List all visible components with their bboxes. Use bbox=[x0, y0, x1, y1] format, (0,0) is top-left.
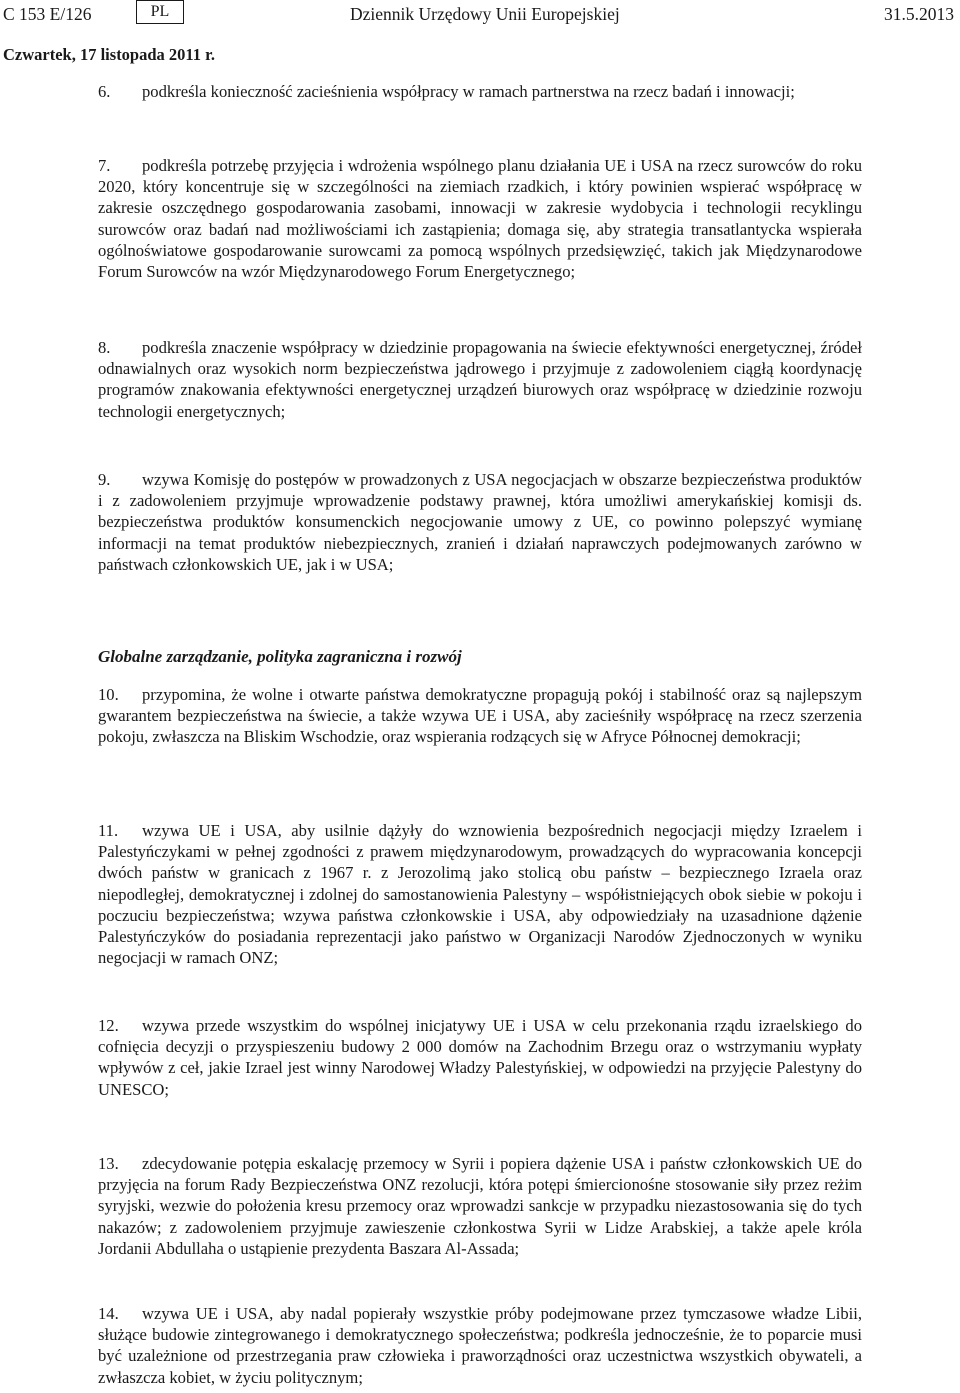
publication-date: 31.5.2013 bbox=[884, 4, 954, 24]
paragraph-number: 9. bbox=[98, 470, 111, 489]
paragraph-14 bbox=[98, 1303, 862, 1388]
paragraph-number: 11. bbox=[98, 821, 119, 840]
paragraph-text: wzywa przede wszystkim do wspólnej inicjatywy UE i USA w celu przekonania rządu izraelskiego do cofnięcia decyzji o przyspieszeniu budowy 2 000 domów na Zachodnim Brzegu oraz o wstrzymaniu wypłaty wpływów z ceł, jakie Izrael jest winny Narodowej Władzy Palestyńskiej, w odpowiedzi na przyjęcie Palestyny do UNESCO; bbox=[98, 1016, 862, 1099]
paragraph-text: podkreśla konieczność zacieśnienia współpracy w ramach partnerstwa na rzecz badań i innowacji; bbox=[142, 82, 795, 101]
paragraph-10 bbox=[98, 684, 862, 748]
paragraph-7 bbox=[98, 155, 862, 282]
paragraph-12 bbox=[98, 1015, 862, 1100]
paragraph-number: 6. bbox=[98, 82, 111, 101]
session-date: Czwartek, 17 listopada 2011 r. bbox=[3, 45, 216, 64]
paragraph-number: 12. bbox=[98, 1016, 119, 1035]
paragraph-6 bbox=[98, 81, 862, 102]
section-heading: Globalne zarządzanie, polityka zagraniczna i rozwój bbox=[98, 647, 462, 666]
paragraph-number: 13. bbox=[98, 1154, 119, 1173]
page-header bbox=[0, 0, 960, 30]
paragraph-11 bbox=[98, 820, 862, 968]
paragraph-number: 7. bbox=[98, 156, 111, 175]
paragraph-number: 10. bbox=[98, 685, 119, 704]
language-badge: PL bbox=[136, 0, 184, 24]
paragraph-number: 14. bbox=[98, 1304, 119, 1323]
paragraph-text: wzywa UE i USA, aby usilnie dążyły do wznowienia bezpośrednich negocjacji między Izraelem i Palestyńczykami w pełnej zgodności z prawem międzynarodowym, prowadzących do wypracowania koncepcji dwóch państw w granicach z 1967 r. z Jerozolimą jako stolicą obu państw – bezpiecznego Izraela oraz niepodległej, demokratycznej i zdolnej do samostanowienia Palestyny – współistniejących obok siebie w pokoju i poczuciu bezpieczeństwa; wzywa państwa członkowskie i USA, aby odpowiedziały na uzasadnione dążenie Palestyńczyków do posiadania reprezentacji jako państwo w Organizacji Narodów Zjednoczonych w wyniku negocjacji w ramach ONZ; bbox=[98, 821, 862, 968]
paragraph-text: przypomina, że wolne i otwarte państwa demokratyczne propagują pokój i stabilność oraz są najlepszym gwarantem bezpieczeństwa na świecie, a także wzywa UE i USA, aby zacieśniły współpracę na rzecz szerzenia pokoju, zwłaszcza na Bliskim Wschodzie, oraz wspierania rodzących się w Afryce Północnej demokracji; bbox=[98, 685, 862, 747]
paragraph-text: wzywa Komisję do postępów w prowadzonych z USA negocjacjach w obszarze bezpieczeństwa produktów i z zadowoleniem przyjmuje wprowadzenie podstawy prawnej, która umożliwi amerykańskiej komisji ds. bezpieczeństwa produktów konsumenckich negocjowanie umowy z UE, co powinno polepszyć wymianę informacji na temat produktów niebezpiecznych, zranień i działań naprawczych podejmowanych zarówno w państwach członkowskich UE, jak i w USA; bbox=[98, 470, 862, 574]
paragraph-text: podkreśla potrzebę przyjęcia i wdrożenia wspólnego planu działania UE i USA na rzecz surowców do roku 2020, który koncentruje się w szczególności na ziemiach rzadkich, i który powinien wspierać współpracę w zakresie oszczędnego gospodarowania zasobami, innowacji w zakresie wydobycia i technologii recyklingu surowców oraz badań nad możliwościami ich zastąpienia; domaga się, aby strategia transatlantycka wspierała ogólnoświatowe gospodarowanie surowcami za pomocą wspólnych przedsięwzięć, takich jak Międzynarodowe Forum Surowców na wzór Międzynarodowego Forum Energetycznego; bbox=[98, 156, 862, 282]
paragraph-text: podkreśla znaczenie współpracy w dziedzinie propagowania na świecie efektywności energetycznej, źródeł odnawialnych oraz wysokich norm bezpieczeństwa jądrowego i przyjmuje z zadowoleniem ciągłą koordynację programów znakowania efektywności energetycznej urządzeń biurowych oraz współpracę w dziedzinie rozwoju technologii energetycznych; bbox=[98, 338, 862, 421]
paragraph-text: wzywa UE i USA, aby nadal popierały wszystkie próby podejmowane przez tymczasowe władze Libii, służące budowie zintegrowanego i demokratycznego społeczeństwa; podkreśla jednocześnie, że to poparcie musi być uzależnione od przestrzegania praw człowieka i praworządności oraz uczestnictwa wszystkich obywateli, a zwłaszcza kobiet, w życiu politycznym; bbox=[98, 1304, 862, 1387]
paragraph-8 bbox=[98, 337, 862, 422]
paragraph-9 bbox=[98, 469, 862, 575]
paragraph-text: zdecydowanie potępia eskalację przemocy w Syrii i popiera dążenie USA i państw członkowskich UE do przyjęcia na forum Rady Bezpieczeństwa ONZ rezolucji, która potępi śmiercionośne stosowanie siły przez reżim syryjski, wezwie do położenia kresu przemocy oraz wprowadzi sankcje w przypadku niezastosowania się do tych nakazów; z zadowoleniem przyjmuje zawieszenie członkostwa Syrii w Lidze Arabskiej, a także apele króla Jordanii Abdullaha o ustąpienie prezydenta Baszara Al-Assada; bbox=[98, 1154, 862, 1258]
journal-title: Dziennik Urzędowy Unii Europejskiej bbox=[350, 4, 620, 24]
paragraph-13 bbox=[98, 1153, 862, 1259]
paragraph-number: 8. bbox=[98, 338, 111, 357]
journal-reference: C 153 E/126 bbox=[3, 4, 92, 24]
